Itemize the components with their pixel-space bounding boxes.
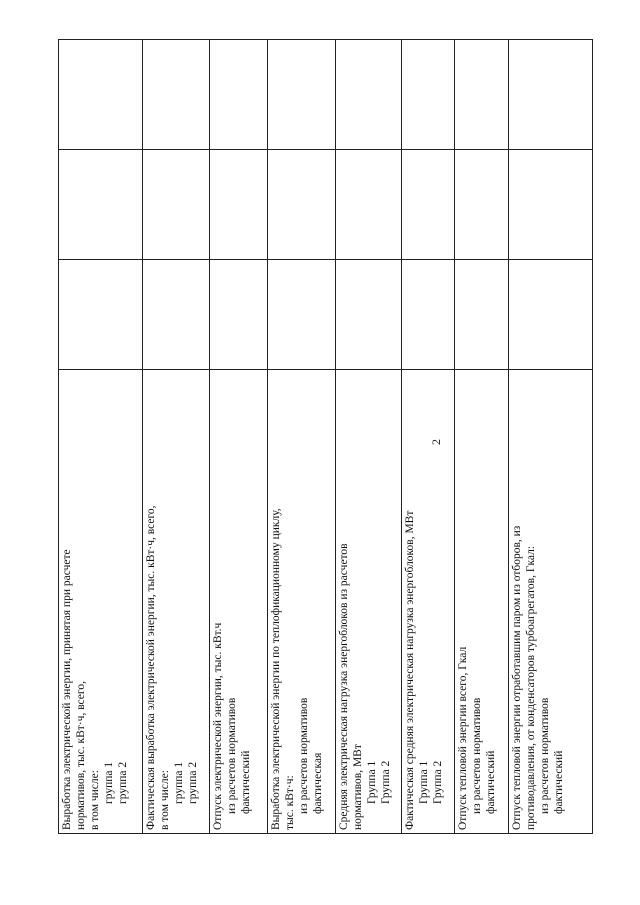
- row-label-line: фактическая: [312, 752, 324, 814]
- row-label-line: Выработка электрической энергии, принятая при расчете: [61, 549, 73, 830]
- table-row: [509, 40, 593, 834]
- row-label-line: из расчетов нормативов: [298, 697, 310, 814]
- indicators-table: [58, 39, 593, 834]
- value-cell: [59, 40, 143, 150]
- value-cell: [59, 260, 143, 370]
- value-cell: [402, 150, 455, 260]
- row-label-line: в том числе:: [89, 770, 101, 830]
- row-label-line: группа 2: [117, 761, 129, 804]
- value-cell: [210, 260, 268, 370]
- row-label-cell: [268, 370, 336, 834]
- page-number: 2: [429, 439, 443, 445]
- row-label-line: группа 2: [187, 761, 199, 804]
- row-label-line: противодавления, от конденсаторов турбоагрегатов, Гкал:: [525, 545, 537, 830]
- row-label-cell: [59, 370, 143, 834]
- row-label-line: нормативов, тыс. кВт·ч, всего,: [75, 681, 87, 830]
- row-label-line: из расчетов нормативов: [226, 697, 238, 814]
- rotated-table-container: [58, 40, 592, 834]
- value-cell: [336, 260, 402, 370]
- value-cell: [210, 40, 268, 150]
- value-cell: [336, 150, 402, 260]
- value-cell: [143, 40, 210, 150]
- row-label-line: Отпуск электрической энергии, тыс. кВт.ч: [212, 622, 224, 830]
- value-cell: [509, 40, 593, 150]
- row-label-line: Отпуск тепловой энергии отработавшим паром из отборов, из: [511, 525, 523, 830]
- row-label-cell: [336, 370, 402, 834]
- value-cell: [402, 40, 455, 150]
- row-label-line: Отпуск тепловой энергии всего, Гкал: [457, 646, 469, 830]
- value-cell: [402, 260, 455, 370]
- row-label-line: Группа 2: [380, 760, 392, 804]
- value-cell: [455, 260, 509, 370]
- row-label-line: из расчетов нормативов: [471, 697, 483, 814]
- row-label-line: тыс. кВт·ч:: [284, 775, 296, 830]
- row-label-line: фактический: [240, 750, 252, 814]
- row-label-cell: [143, 370, 210, 834]
- row-label-cell: [402, 370, 455, 834]
- value-cell: [210, 150, 268, 260]
- row-label-line: Фактическая средняя электрическая нагрузка энергоблоков, МВт: [404, 510, 416, 830]
- row-label-line: группа 1: [173, 761, 185, 804]
- value-cell: [268, 150, 336, 260]
- value-cell: [59, 150, 143, 260]
- value-cell: [143, 260, 210, 370]
- row-label-line: группа 1: [103, 761, 115, 804]
- row-label-line: Выработка электрической энергии по теплофикационному циклу,: [270, 508, 282, 830]
- table-row: [59, 40, 143, 834]
- row-label-line: из расчетов нормативов: [539, 697, 551, 814]
- value-cell: [509, 260, 593, 370]
- value-cell: [509, 150, 593, 260]
- table-row: [268, 40, 336, 834]
- row-label-line: Группа 1: [366, 760, 378, 804]
- row-label-line: Группа 2: [432, 760, 444, 804]
- row-label-line: Средняя электрическая нагрузка энергоблоков из расчетов: [338, 543, 350, 830]
- row-label-line: в том числе:: [159, 770, 171, 830]
- table-row: [143, 40, 210, 834]
- row-label-cell: [509, 370, 593, 834]
- value-cell: [143, 150, 210, 260]
- row-label-cell: [210, 370, 268, 834]
- value-cell: [268, 260, 336, 370]
- row-label-cell: [455, 370, 509, 834]
- value-cell: [336, 40, 402, 150]
- row-label-line: Группа 1: [418, 760, 430, 804]
- table-row: [402, 40, 455, 834]
- value-cell: [455, 40, 509, 150]
- value-cell: [455, 150, 509, 260]
- table-row: [210, 40, 268, 834]
- table-row: [336, 40, 402, 834]
- value-cell: [268, 40, 336, 150]
- table-row: [455, 40, 509, 834]
- row-label-line: фактический: [553, 750, 565, 814]
- row-label-line: фактический: [485, 750, 497, 814]
- row-label-line: нормативов, МВт: [352, 744, 364, 830]
- row-label-line: Фактическая выработка электрической энергии, тыс. кВт·ч, всего,: [145, 505, 157, 830]
